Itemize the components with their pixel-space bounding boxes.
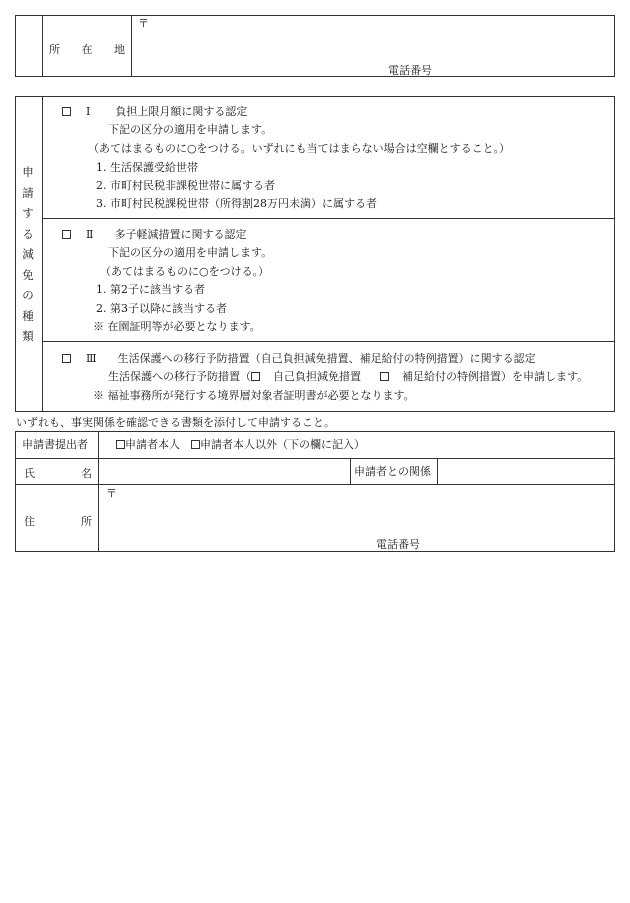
option2-checkbox[interactable] — [62, 230, 71, 239]
option1-title: 負担上限月額に関する認定 — [115, 105, 248, 118]
option2-numeral: Ⅱ — [86, 228, 94, 241]
option1-line1: 下記の区分の適用を申請します。 — [108, 123, 273, 136]
submitter-other-checkbox[interactable] — [191, 440, 200, 449]
option1-checkbox[interactable] — [62, 107, 71, 116]
option2-row — [62, 228, 246, 241]
location-phone-label: 電話番号 — [388, 64, 432, 77]
location-label: 所 在 地 — [49, 43, 125, 56]
option2-line1: 下記の区分の適用を申請します。 — [108, 246, 273, 259]
option2-title: 多子軽減措置に関する認定 — [114, 228, 247, 241]
option1-item-1: 1. 生活保護受給世帯 — [96, 161, 198, 174]
option3-checkbox[interactable] — [62, 354, 71, 363]
option3-choice-b-checkbox[interactable] — [380, 372, 389, 381]
option1-item-2: 2. 市町村民税非課税世帯に属する者 — [96, 179, 275, 192]
option2-note: ※ 在園証明等が必要となります。 — [93, 320, 261, 333]
option2-line2: （あてはまるものに○をつける。） — [100, 265, 270, 278]
submitter-options — [116, 438, 365, 451]
address-label: 住 所 — [24, 515, 92, 528]
relation-label: 申請者との関係 — [354, 465, 431, 478]
submitter-self-label: 申請者本人 — [125, 438, 180, 451]
option3-title: 生活保護への移行予防措置（自己負担減免措置、補足給付の特例措置）に関する認定 — [117, 352, 536, 365]
option2-item-1: 1. 第2子に該当する者 — [96, 283, 205, 296]
option3-choice-a: 自己負担減免措置 — [273, 370, 361, 383]
option3-row — [62, 352, 536, 365]
address-phone-label: 電話番号 — [376, 538, 420, 551]
option3-numeral: Ⅲ — [86, 352, 97, 365]
option3-choice-a-checkbox[interactable] — [251, 372, 260, 381]
submitter-other-label: 申請者本人以外（下の欄に記入） — [200, 438, 365, 451]
option3-note: ※ 福祉事務所が発行する境界層対象者証明書が必要となります。 — [93, 389, 415, 402]
option2-item-2: 2. 第3子以降に該当する者 — [96, 302, 227, 315]
submitter-label: 申請書提出者 — [22, 438, 88, 451]
option1-item-3: 3. 市町村民税課税世帯（所得割28万円未満）に属する者 — [96, 197, 377, 210]
option3-line: 生活保護への移行予防措置（ 自己負担減免措置 補足給付の特例措置）を申請します。 — [108, 370, 589, 383]
name-label: 氏 名 — [24, 467, 92, 480]
submitter-self-checkbox[interactable] — [116, 440, 125, 449]
option1-numeral: Ⅰ — [86, 105, 91, 118]
option3-choice-b: 補足給付の特例措置 — [402, 370, 501, 383]
option1-row — [62, 105, 247, 118]
option1-line2: （あてはまるものに○をつける。いずれにも当てはまらない場合は空欄とすること。） — [88, 142, 511, 155]
location-postal-mark: 〒 — [138, 17, 149, 30]
notice-text: いずれも、事実関係を確認できる書類を添付して申請すること。 — [16, 416, 335, 429]
address-postal-mark: 〒 — [106, 487, 117, 500]
reduction-side-label: 申請する減免の種類 — [22, 165, 34, 343]
